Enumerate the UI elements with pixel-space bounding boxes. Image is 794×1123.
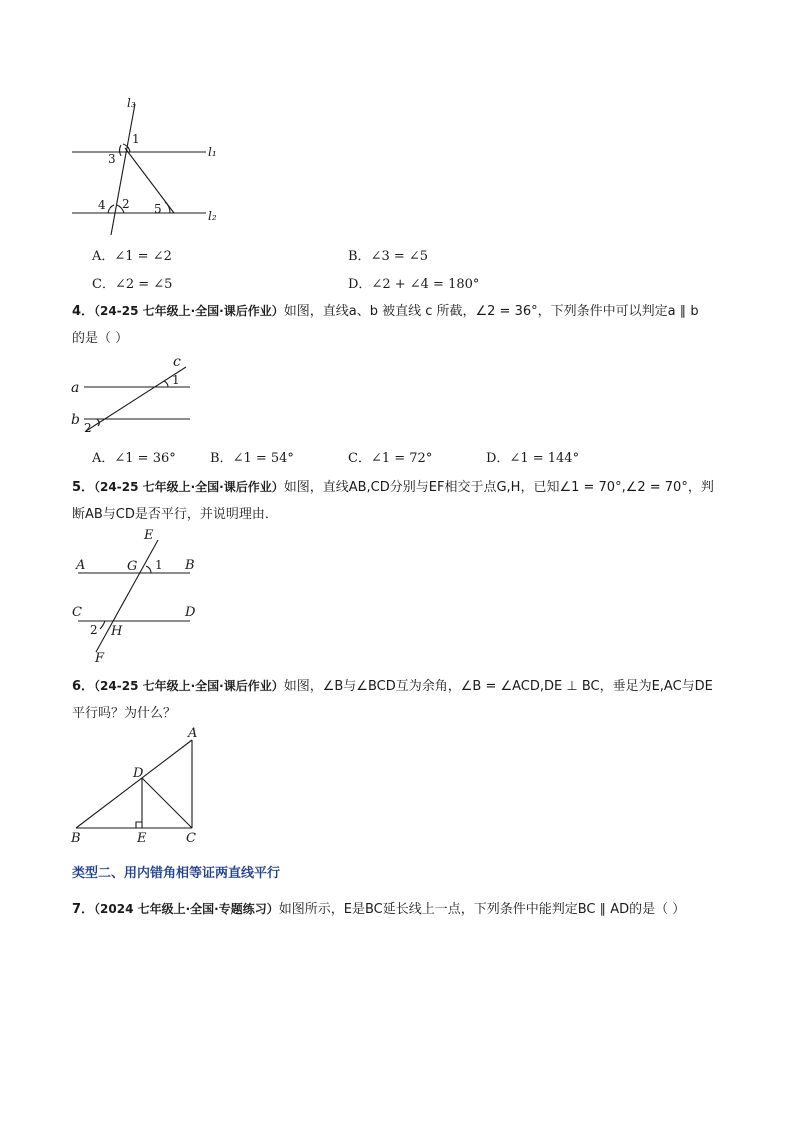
q6-segment-dc: [142, 778, 192, 828]
q7-text-line1: 如图所示，E是BC延长线上一点，下列条件中能判定BC ∥ AD的是（ ）: [278, 902, 686, 917]
q4-number: 4．: [72, 304, 95, 319]
q3-option-c-letter: C．: [92, 277, 115, 292]
q4-option-d-text: ∠1 = 144°: [509, 451, 580, 466]
q5-question-line2: [72, 503, 278, 522]
q5-question-line1: [72, 476, 714, 495]
q6-question-line2: [72, 702, 176, 721]
q5-text-line2: 断AB与CD是否平行，并说明理由．: [72, 507, 278, 522]
q4-figure: [64, 354, 198, 438]
q6-number: 6．: [72, 679, 95, 694]
q6-label-a: A: [188, 726, 198, 741]
q4-option-d: [486, 447, 579, 466]
q3-option-d-text: ∠2 + ∠4 = 180°: [371, 277, 480, 292]
q3-option-a-letter: A．: [92, 249, 115, 264]
q6-label-b: B: [71, 831, 81, 846]
q3-option-a: [92, 245, 172, 264]
q7-number: 7．: [72, 902, 95, 917]
q4-arc-2: [97, 419, 99, 426]
q5-label-b: B: [185, 558, 195, 573]
q5-angle-2: 2: [90, 623, 98, 637]
q3-angle-3: 3: [108, 152, 116, 166]
q4-option-a-text: ∠1 = 36°: [114, 451, 176, 466]
q6-figure: [66, 724, 206, 848]
q4-angle-2: 2: [84, 421, 92, 435]
q4-option-b-text: ∠1 = 54°: [232, 451, 294, 466]
q6-source: （24-25 七年级上·全国·课后作业）: [94, 679, 284, 693]
q5-line-ef: [96, 540, 158, 652]
q3-label-l2: l₂: [208, 209, 217, 223]
q4-option-a-letter: A．: [92, 451, 115, 466]
q3-option-b-text: ∠3 = ∠5: [370, 249, 429, 264]
q3-label-l1: l₁: [208, 145, 217, 159]
q4-option-c-text: ∠1 = 72°: [370, 451, 433, 466]
q5-label-a: A: [76, 558, 86, 573]
q6-text-line1: 如图，∠B与∠BCD互为余角，∠B = ∠ACD,DE ⊥ BC，垂足为E,AC与DE: [283, 679, 713, 694]
q4-source: （24-25 七年级上·全国·课后作业）: [94, 304, 284, 318]
q4-option-c-letter: C．: [348, 451, 371, 466]
q3-angle-1: 1: [132, 132, 140, 146]
q5-label-c: C: [72, 605, 82, 620]
q3-arc-4: [108, 205, 114, 213]
q7-source: （2024 七年级上·全国·专题练习）: [94, 902, 279, 916]
q4-line-c: [86, 367, 186, 431]
q5-label-e: E: [144, 528, 154, 543]
q4-option-b: [210, 447, 294, 466]
q3-option-b: [348, 245, 428, 264]
q3-option-c: [92, 273, 172, 292]
q4-text-line2: 的是（ ）: [72, 331, 129, 346]
q6-question-line1: [72, 675, 713, 694]
q3-option-a-text: ∠1 = ∠2: [114, 249, 172, 264]
q4-text-line1: 如图，直线a、b 被直线 c 所截，∠2 = 36°，下列条件中可以判定a ∥ b: [283, 304, 699, 319]
q5-arc-2: [100, 621, 105, 629]
q5-arc-1: [146, 566, 151, 573]
q6-label-e: E: [137, 831, 147, 846]
q5-label-h: H: [111, 624, 123, 639]
q3-option-d: [348, 273, 479, 292]
q5-angle-1: 1: [155, 558, 163, 572]
q4-question-line2: [72, 327, 128, 346]
q4-option-a: [92, 447, 176, 466]
q4-label-a: a: [71, 380, 80, 396]
q3-label-l3: l₃: [127, 96, 136, 110]
q4-angle-1: 1: [172, 373, 180, 387]
q4-arc-1: [164, 381, 168, 387]
q3-arc-3: [120, 145, 122, 156]
q4-question-line1: [72, 300, 699, 319]
q5-label-g: G: [127, 559, 138, 574]
q5-number: 5．: [72, 480, 95, 495]
q3-figure: [60, 92, 230, 242]
q4-label-c: c: [173, 354, 181, 370]
section-heading: 类型二、用内错角相等证两直线平行: [72, 866, 281, 881]
q7-question-line1: [72, 898, 685, 917]
q4-option-d-letter: D．: [486, 451, 510, 466]
q4-label-b: b: [71, 412, 80, 428]
q6-right-angle-mark: [136, 822, 142, 828]
q6-segment-ab: [76, 740, 192, 828]
q3-angle-4: 4: [98, 198, 106, 212]
q4-option-b-letter: B．: [210, 451, 233, 466]
q6-label-d: D: [133, 766, 144, 781]
q3-angle-2: 2: [122, 197, 130, 211]
q6-text-line2: 平行吗？为什么？: [72, 706, 177, 721]
q3-option-b-letter: B．: [348, 249, 371, 264]
q5-label-f: F: [95, 651, 105, 666]
q5-source: （24-25 七年级上·全国·课后作业）: [94, 480, 284, 494]
q5-text-line1: 如图，直线AB,CD分别与EF相交于点G,H，已知∠1 = 70°,∠2 = 70°，判: [283, 480, 714, 495]
q4-option-c: [348, 447, 432, 466]
q5-label-d: D: [185, 605, 196, 620]
q3-line-l3: [111, 104, 135, 235]
q3-angle-5: 5: [154, 202, 162, 216]
q5-figure: [66, 526, 206, 666]
q6-label-c: C: [186, 831, 196, 846]
q3-option-d-letter: D．: [348, 277, 372, 292]
q3-option-c-text: ∠2 = ∠5: [114, 277, 173, 292]
